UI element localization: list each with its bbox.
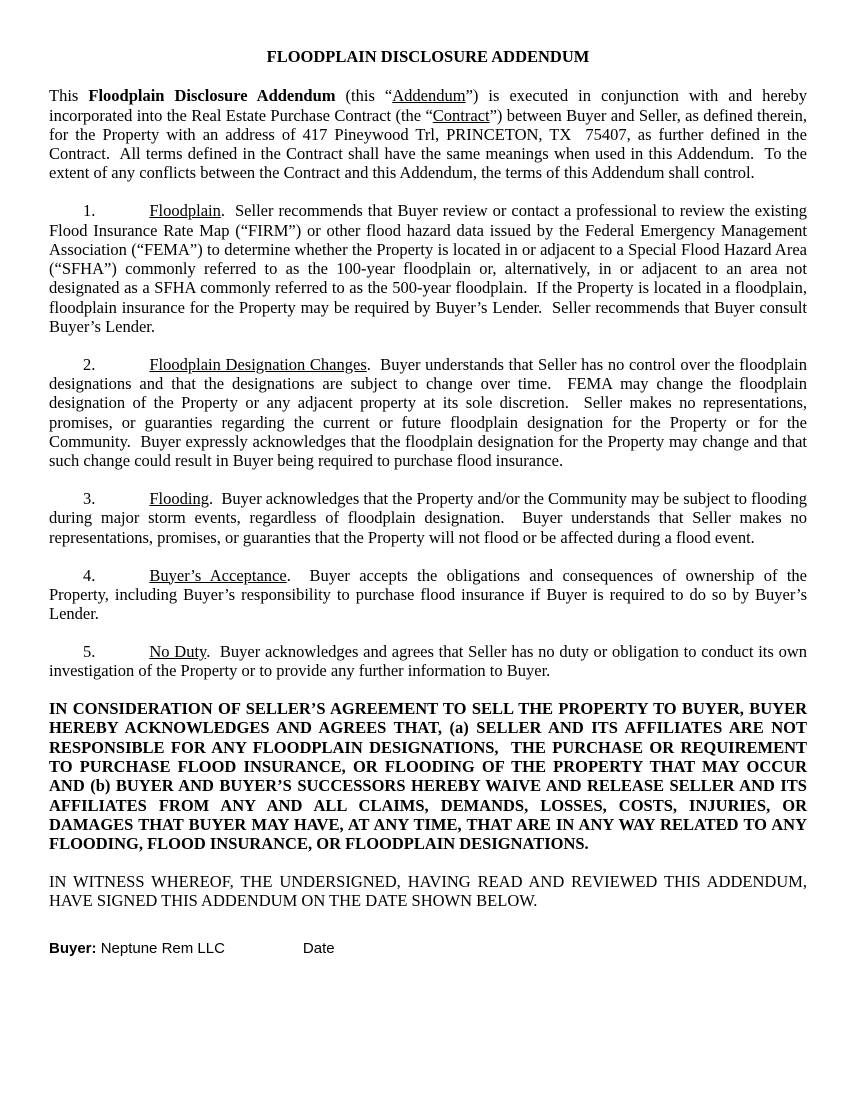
text-run: ”) is executed in conjunction with and hereby incorporated into the Real Estate Purchase Contract (the “ [49, 86, 807, 125]
section-1-body: . Seller recommends that Buyer review or contact a professional to review the existing Flood Insurance Rate Map (“FIRM”) or other flood hazard data issued by the Federal Emergency Management Association (“FEMA”) to determine whether the Property is located in or adjacent to a Special Flood Hazard Area (“SFHA”) commonly referred to as the 100-year floodplain or, alternatively, in or adjacent to an area not designated as a SFHA commonly referred to as the 500-year floodplain. If the Property is located in a floodplain, floodplain insurance for the Property may be required by Buyer’s Lender. Seller recommends that Buyer consult Buyer’s Lender. [49, 201, 807, 337]
section-4-body: . Buyer accepts the obligations and consequences of ownership of the Property, including Buyer’s responsibility to purchase flood insurance if Buyer is required to do so by Buyer’s Lender. [49, 565, 807, 624]
waiver-paragraph: IN CONSIDERATION OF SELLER’S AGREEMENT TO SELL THE PROPERTY TO BUYER, BUYER HEREBY ACKNOWLEDGES AND AGREES THAT, (a) SELLER AND ITS AFFILIATES ARE NOT RESPONSIBLE FOR ANY FLOODPLAIN DESIGNATIONS, THE PURCHASE OR REQUIREMENT TO PURCHASE FLOOD INSURANCE, OR FLOODING OF THE PROPERTY THAT MAY OCCUR AND (b) BUYER AND BUYER’S SUCCESSORS HEREBY WAIVE AND RELEASE SELLER AND ITS AFFILIATES FROM ANY AND ALL CLAIMS, DEMANDS, LOSSES, COSTS, INJURIES, OR DAMAGES THAT BUYER MAY HAVE, AT ANY TIME, THAT ARE IN ANY WAY RELATED TO ANY FLOODING, FLOOD INSURANCE, OR FLOODPLAIN DESIGNATIONS. [49, 699, 807, 854]
section-5-body: . Buyer acknowledges and agrees that Seller has no duty or obligation to conduct its own investigation of the Property or to provide any further information to Buyer. [49, 641, 807, 681]
section-3-body: . Buyer acknowledges that the Property and/or the Community may be subject to flooding during major storm events, regardless of floodplain designation. Buyer understands that Seller makes no representations, promises, or guaranties that the Property will not flood or be affected during a flood event. [49, 489, 807, 547]
section-2-heading: Floodplain Designation Changes [149, 354, 367, 374]
section-3-number: 3. [83, 489, 96, 509]
text-run: Addendum [392, 86, 466, 106]
section-4-heading: Buyer’s Acceptance [149, 565, 287, 585]
section-5-number: 5. [83, 641, 96, 661]
intro-paragraph [49, 86, 807, 182]
section-3-heading: Flooding [149, 489, 209, 509]
section-5-heading: No Duty [149, 641, 207, 661]
text-run: This [49, 86, 89, 106]
section-1-floodplain [49, 201, 807, 336]
section-2-body: . Buyer understands that Seller has no control over the floodplain designations and that the designations are subject to change over time. FEMA may change the floodplain designation of the Property or any adjacent property at its sole discretion. Seller makes no representations, promises, or guaranties regarding the current or future floodplain designation for the Property or for the Community. Buyer expressly acknowledges that the floodplain designation for the Property may change and that such change could result in Buyer being required to purchase flood insurance. [49, 354, 807, 471]
section-1-number: 1. [83, 201, 96, 221]
witness-paragraph: IN WITNESS WHEREOF, THE UNDERSIGNED, HAVING READ AND REVIEWED THIS ADDENDUM, HAVE SIGNED THIS ADDENDUM ON THE DATE SHOWN BELOW. [49, 871, 807, 911]
signature-row [49, 939, 807, 958]
section-1-heading: Floodplain [149, 201, 221, 221]
text-run: ”) between Buyer and Seller, as defined therein, for the Property with an address of 417 Pineywood Trl, PRINCETON, TX 75407, as further defined in the Contract. All terms defined in the Contract shall have the same meanings when used in this Addendum. To the extent of any conflicts between the Contract and this Addendum, the terms of this Addendum shall control. [49, 105, 807, 183]
section-4-number: 4. [83, 565, 96, 585]
section-5-no-duty [49, 642, 807, 681]
section-4-buyers-acceptance [49, 566, 807, 624]
text-run: (this “ [335, 86, 393, 106]
buyer-name: Neptune Rem LLC [100, 940, 225, 958]
text-run: Contract [432, 105, 490, 125]
date-label: Date [302, 940, 335, 958]
section-2-number: 2. [83, 354, 96, 374]
text-run: Floodplain Disclosure Addendum [88, 86, 336, 106]
buyer-label: Buyer: [49, 940, 97, 958]
section-3-flooding [49, 489, 807, 547]
document-title: FLOODPLAIN DISCLOSURE ADDENDUM [266, 47, 590, 66]
section-2-floodplain-designation-changes [49, 355, 807, 471]
